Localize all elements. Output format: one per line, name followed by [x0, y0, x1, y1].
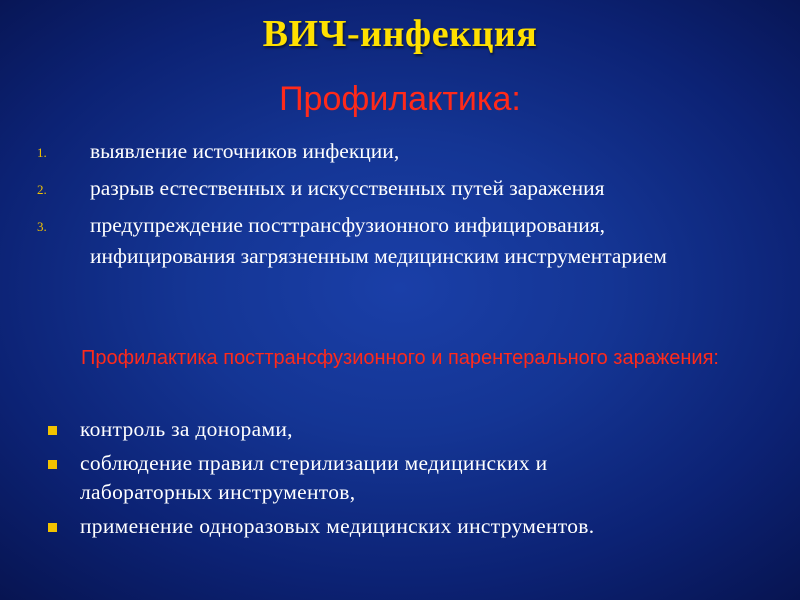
list-item	[0, 210, 800, 272]
list-item-text: разрыв естественных и искусственных путей заражения	[90, 176, 605, 200]
square-bullet-icon	[48, 426, 57, 435]
bullet-list	[0, 415, 800, 546]
list-item-text: выявление источников инфекции,	[90, 139, 400, 163]
square-bullet-icon	[48, 523, 57, 532]
list-item	[0, 173, 800, 204]
section-heading: Профилактика посттрансфузионного и парентерального заражения:	[81, 347, 719, 369]
bullet-item	[0, 512, 800, 541]
list-number: 2.	[37, 182, 47, 197]
bullet-item	[0, 415, 800, 444]
slide-title: ВИЧ-инфекция	[262, 13, 538, 55]
numbered-list	[0, 136, 800, 278]
bullet-item	[0, 449, 800, 507]
list-number: 1.	[37, 145, 47, 160]
list-item	[0, 136, 800, 167]
bullet-item-text: применение одноразовых медицинских инструментов.	[80, 514, 595, 538]
bullet-item-text: контроль за донорами,	[80, 417, 293, 441]
bullet-item-text: соблюдение правил стерилизации медицинских и лабораторных инструментов,	[80, 451, 548, 504]
list-item-text: предупреждение посттрансфузионного инфицирования, инфицирования загрязненным медицинским инструментарием	[90, 213, 667, 268]
slide-subtitle: Профилактика:	[279, 80, 521, 118]
square-bullet-icon	[48, 460, 57, 469]
list-number: 3.	[37, 219, 47, 234]
